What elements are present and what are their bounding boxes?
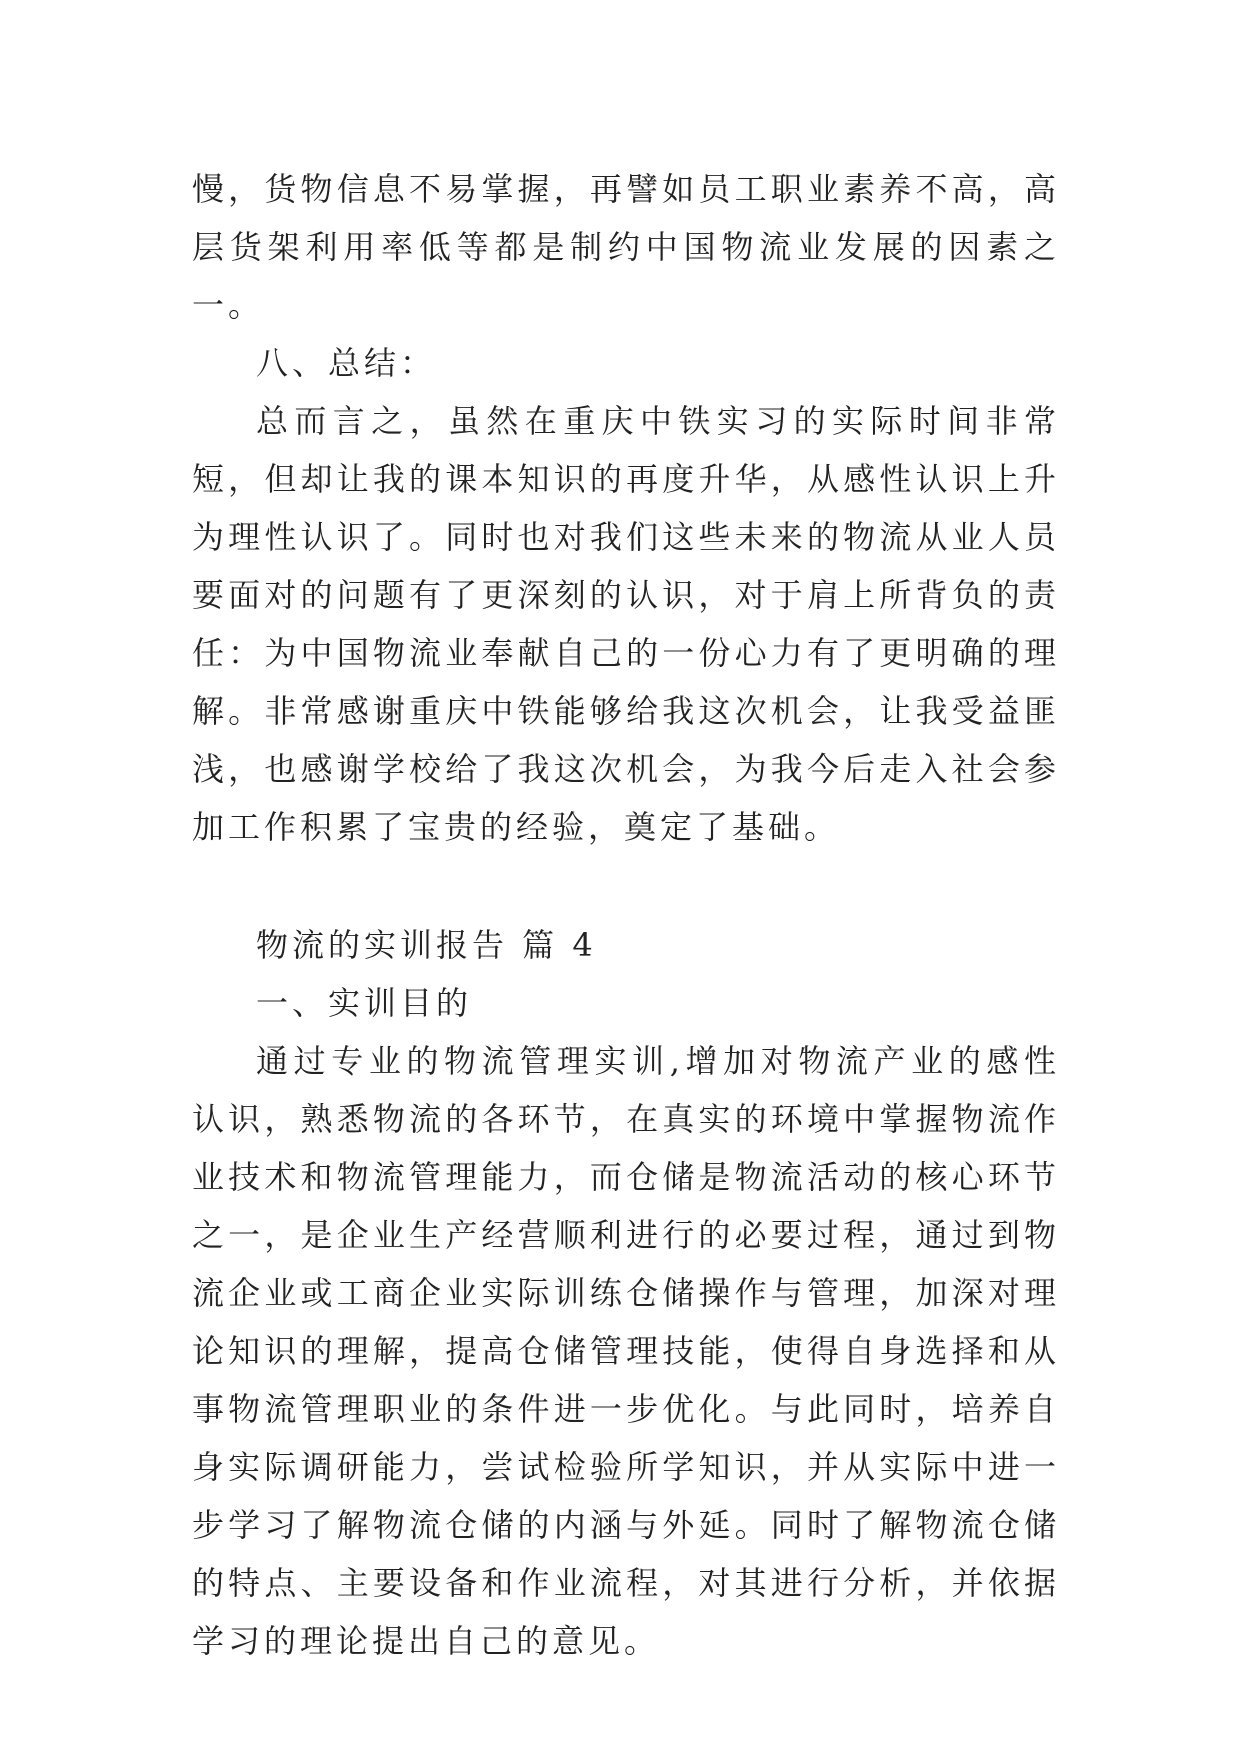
heading-summary: 八、总结：: [256, 344, 437, 382]
heading-training-purpose: 一、实训目的: [256, 984, 473, 1022]
paragraph-training-purpose: 通过专业的物流管理实训,增加对物流产业的感性认识，熟悉物流的各环节，在真实的环境中掌握物流作业技术和物流管理能力，而仓储是物流活动的核心环节之一，是企业生产经营顺利进行的必要过程，通过到物流企业或工商企业实际训练仓储操作与管理，加深对理论知识的理解，提高仓储管理技能，使得自身选择和从事物流管理职业的条件进一步优化。与此同时，培养自身实际调研能力，尝试检验所学知识，并从实际中进一步学习了解物流仓储的内涵与外延。同时了解物流仓储的特点、主要设备和作业流程，对其进行分析，并依据学习的理论提出自己的意见。: [192, 1042, 1060, 1660]
section-spacer: [192, 856, 1060, 916]
document-body: [192, 160, 1060, 1670]
section-title: 物流的实训报告 篇 4: [256, 926, 597, 964]
paragraph-continuation: 慢，货物信息不易掌握，再譬如员工职业素养不高，高层货架利用率低等都是制约中国物流业发展的因素之一。: [192, 170, 1060, 324]
paragraph-summary: 总而言之，虽然在重庆中铁实习的实际时间非常短，但却让我的课本知识的再度升华，从感性认识上升为理性认识了。同时也对我们这些未来的物流从业人员要面对的问题有了更深刻的认识，对于肩上所背负的责任：为中国物流业奉献自己的一份心力有了更明确的理解。非常感谢重庆中铁能够给我这次机会，让我受益匪浅，也感谢学校给了我这次机会，为我今后走入社会参加工作积累了宝贵的经验，奠定了基础。: [192, 402, 1060, 846]
